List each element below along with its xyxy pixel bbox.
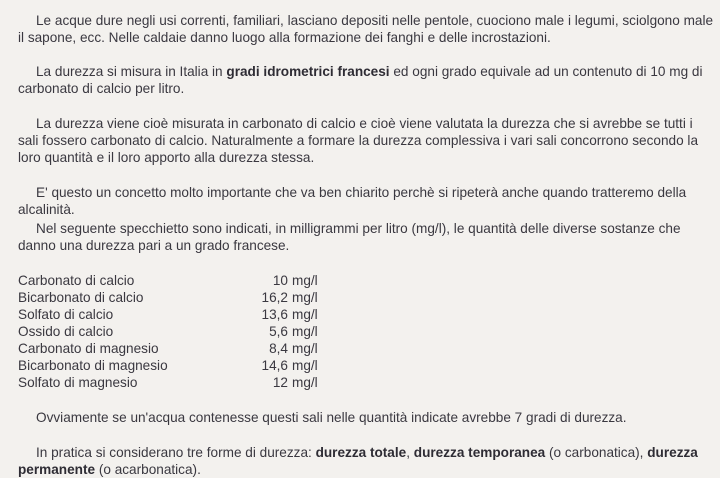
text-run: ed ogni grado equivale ad un contenuto di 10 mg di carbonato di calcio per litro. bbox=[18, 64, 703, 96]
value-unit: mg/l bbox=[292, 341, 318, 356]
paragraph-table-intro: Nel seguente specchietto sono indicati, in milligrammi per litro (mg/l), le quantità delle diverse sostanze che danno una durezza pari a un grado francese. bbox=[18, 221, 681, 253]
equivalence-table bbox=[18, 272, 714, 391]
value-number: 10 bbox=[272, 273, 288, 288]
value-unit: mg/l bbox=[292, 307, 318, 322]
table-row-name: Carbonato di magnesio bbox=[18, 341, 159, 356]
value-unit: mg/l bbox=[292, 324, 318, 339]
table-row-value bbox=[244, 340, 344, 357]
table-row-name: Ossido di calcio bbox=[18, 324, 114, 339]
value-number: 5,6 bbox=[269, 324, 288, 339]
paragraph-important-concept: E' questo un concetto molto importante che va ben chiarito perchè si ripeterà anche quando tratteremo della alcalinità. bbox=[18, 185, 687, 217]
paragraph-hard-water-effects: Le acque dure negli usi correnti, familiari, lasciano depositi nelle pentole, cuociono male i legumi, sciolgono male il sapone, ecc. Nelle caldaie danno luogo alla formazione dei fanghi e delle incrostazioni. bbox=[18, 13, 714, 45]
text-run: (o acarbonatica). bbox=[95, 462, 201, 477]
text-run: In pratica si considerano tre forme di durezza: bbox=[36, 445, 316, 460]
table-row-name: Solfato di magnesio bbox=[18, 375, 138, 390]
value-number: 14,6 bbox=[261, 358, 288, 373]
table-row-value bbox=[244, 289, 344, 306]
paragraph-hardness-measure bbox=[18, 63, 714, 97]
bold-term-total-hardness: durezza totale bbox=[315, 445, 407, 460]
text-run: , bbox=[406, 445, 414, 460]
bold-term-temporary-hardness: durezza temporanea bbox=[413, 445, 546, 460]
value-unit: mg/l bbox=[292, 290, 318, 305]
bold-term-french-degrees: gradi idrometrici francesi bbox=[226, 64, 390, 79]
text-run: (o carbonatica), bbox=[545, 445, 648, 460]
table-row-value bbox=[244, 306, 344, 323]
value-number: 13,6 bbox=[261, 307, 288, 322]
bold-term-permanent-hardness: durezza permanente bbox=[18, 445, 698, 477]
text-run: La durezza si misura in Italia in bbox=[36, 64, 227, 79]
table-row-value bbox=[244, 323, 344, 340]
value-unit: mg/l bbox=[292, 358, 318, 373]
document-page bbox=[18, 12, 714, 478]
paragraph-calcium-carbonate: La durezza viene cioè misurata in carbonato di calcio e cioè viene valutata la durezza che si avrebbe se tutti i sali fossero carbonato di calcio. Naturalmente a formare la durezza complessiva i vari sali concorrono secondo la loro quantità e il loro apporto alla durezza stessa. bbox=[18, 116, 699, 165]
table-row-value bbox=[244, 272, 344, 289]
table-row-name: Solfato di calcio bbox=[18, 307, 114, 322]
paragraph-seven-degrees: Ovviamente se un'acqua contenesse questi sali nelle quantità indicate avrebbe 7 gradi di durezza. bbox=[36, 410, 627, 425]
value-unit: mg/l bbox=[292, 273, 318, 288]
value-number: 12 bbox=[272, 375, 288, 390]
table-row-value bbox=[244, 357, 344, 374]
value-unit: mg/l bbox=[292, 375, 318, 390]
table-row-name: Carbonato di calcio bbox=[18, 273, 135, 288]
table-row-name: Bicarbonato di magnesio bbox=[18, 358, 168, 373]
value-number: 8,4 bbox=[269, 341, 288, 356]
table-row-name: Bicarbonato di calcio bbox=[18, 290, 144, 305]
table-row-value bbox=[244, 374, 344, 391]
value-number: 16,2 bbox=[261, 290, 288, 305]
